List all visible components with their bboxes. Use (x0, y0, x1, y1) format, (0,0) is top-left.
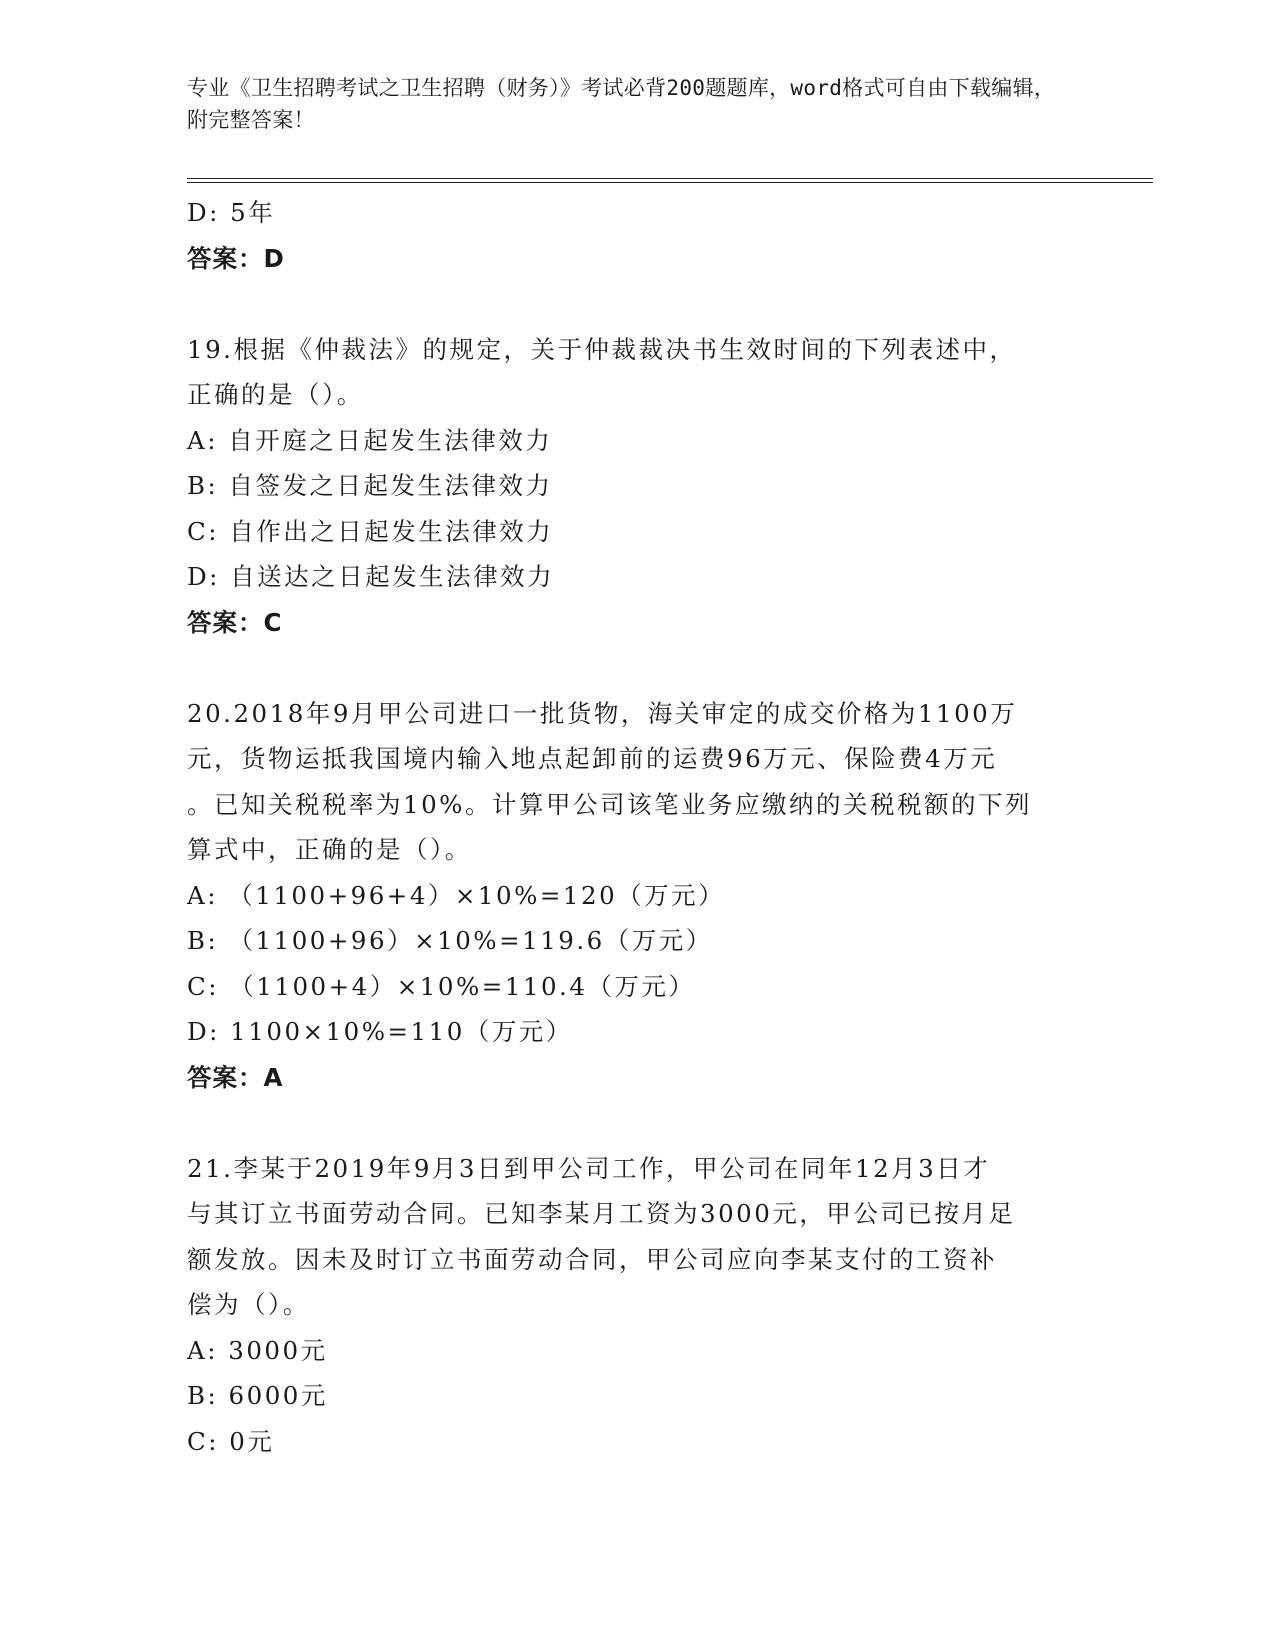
question-text: 19.根据《仲裁法》的规定，关于仲裁裁决书生效时间的下列表述中， (187, 334, 1017, 364)
option-a: A: 自开庭之日起发生法律效力 (187, 425, 553, 455)
option-a: A: 3000元 (187, 1335, 328, 1365)
option-d: D: 5年 (187, 198, 276, 227)
question-text: 算式中，正确的是（）。 (187, 835, 472, 864)
option-b: B: 自签发之日起发生法律效力 (187, 471, 553, 500)
header-divider (187, 178, 1153, 179)
answer-line: 答案：C (187, 607, 283, 637)
question-text: 元，货物运抵我国境内输入地点起卸前的运费96万元、保险费4万元 (187, 744, 998, 773)
question-text: 偿为（）。 (187, 1290, 310, 1319)
option-c: C: （1100+4）×10%=110.4（万元） (187, 971, 696, 1001)
question-18-tail (187, 190, 1087, 281)
question-text: 。已知关税税率为10%。计算甲公司该笔业务应缴纳的关税税额的下列 (187, 789, 1032, 819)
question-21 (187, 1146, 1087, 1465)
question-text: 20.2018年9月甲公司进口一批货物，海关审定的成交价格为1100万 (187, 698, 1018, 728)
header-divider-second (187, 182, 1153, 183)
question-text: 正确的是（）。 (187, 380, 364, 409)
answer-line: 答案：D (187, 243, 285, 273)
question-20 (187, 691, 1087, 1101)
question-text: 21.李某于2019年9月3日到甲公司工作，甲公司在同年12月3日才 (187, 1153, 991, 1183)
answer-line: 答案：A (187, 1062, 284, 1092)
option-d: D: 自送达之日起发生法律效力 (187, 562, 555, 591)
option-b: B: （1100+96）×10%=119.6（万元） (187, 926, 713, 955)
option-a: A: （1100+96+4）×10%=120（万元） (187, 880, 726, 910)
question-19 (187, 327, 1087, 646)
option-d: D: 1100×10%=110（万元） (187, 1017, 573, 1046)
document-header: 专业《卫生招聘考试之卫生招聘（财务）》考试必背200题题库，word格式可自由下载编辑，附完整答案！ (187, 76, 1056, 132)
option-c: C: 0元 (187, 1426, 275, 1456)
question-content (187, 190, 1087, 1464)
option-c: C: 自作出之日起发生法律效力 (187, 516, 554, 546)
option-b: B: 6000元 (187, 1381, 328, 1410)
question-text: 额发放。因未及时订立书面劳动合同，甲公司应向李某支付的工资补 (187, 1244, 997, 1274)
question-text: 与其订立书面劳动合同。已知李某月工资为3000元，甲公司已按月足 (187, 1199, 1016, 1228)
